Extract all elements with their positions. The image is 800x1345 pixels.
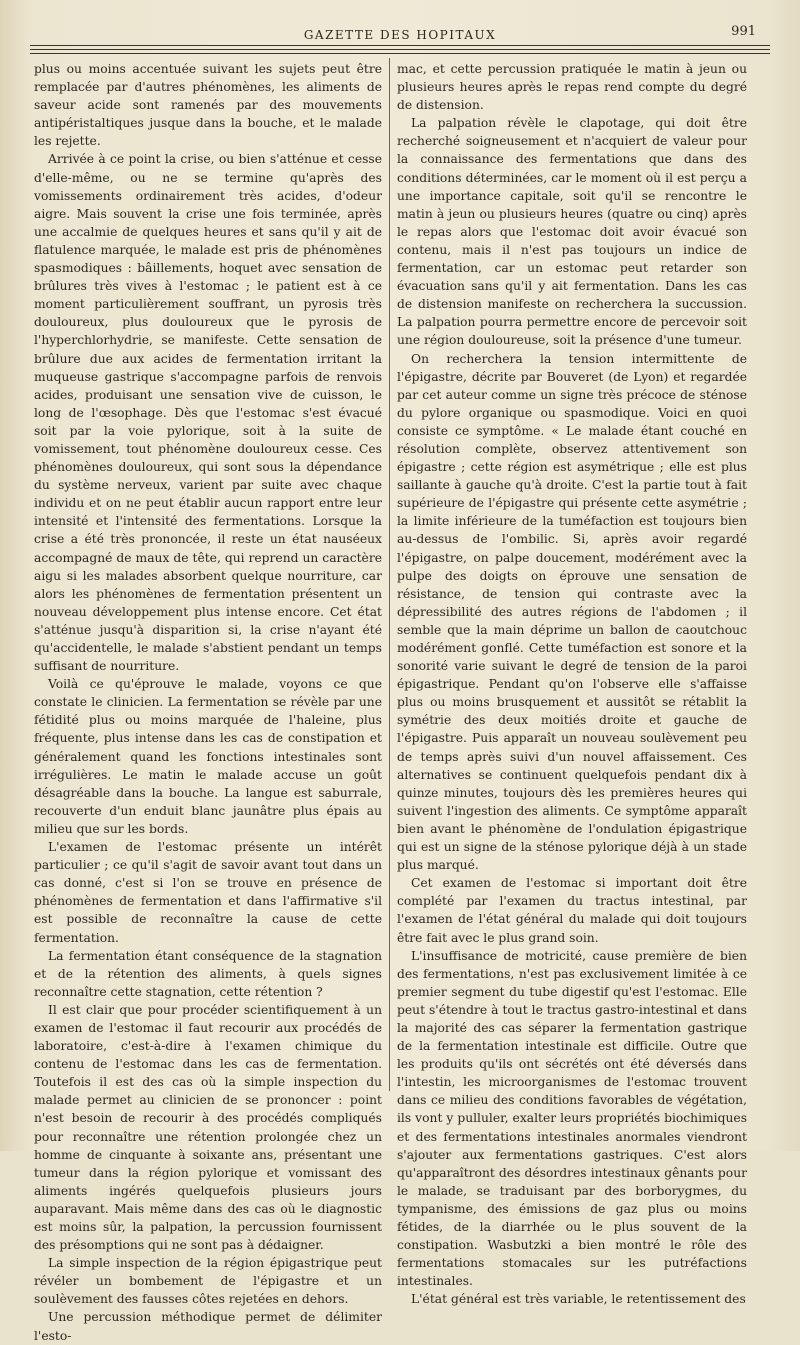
header-rule bbox=[30, 53, 770, 54]
paragraph: L'insuffisance de motricité, cause première de bien des fermentations, n'est pas exclusivement limitée à ce premier segment du tube digestif qu'est l'estomac. Elle peut s'étendre à tout le tractus gastro-intestinal et dans la majorité des cas séparer la fermentation gastrique de la fermentation intestinale est difficile. Outre que les produits qu'ils ont sécrétés ont été déversés dans l'intestin, les microorganismes de l'estomac trouvent dans ce milieu des conditions favorables de végétation, ils vont y pulluler, exalter leurs propriétés biochimiques et des fermentations intestinales anormales viendront s'ajouter aux fermentations gastriques. C'est alors qu'apparaîtront des désordres intestinaux gênants pour le malade, se traduisant par des borborygmes, du tympanisme, des émissions de gaz plus ou moins fétides, de la diarrhée ou le plus souvent de la constipation. Wasbutzki a bien montré le rôle des fermentations stomacales sur les putréfactions intestinales. bbox=[397, 948, 747, 1289]
publication-title: GAZETTE DES HOPITAUX bbox=[303, 28, 497, 42]
paragraph: plus ou moins accentuée suivant les sujets peut être remplacée par d'autres phénomènes, les aliments de saveur acide sont ramenés par des mouvements antipéristaltiques jusque dans la bouche, et le malade les rejette. bbox=[34, 62, 382, 149]
paragraph: La palpation révèle le clapotage, qui doit être recherché soigneusement et n'acquiert de valeur pour la connaissance des fermentations que dans des conditions déterminées, car le moment où il est perçu a une importance capitale, soit qu'il se rencontre le matin à jeun ou plusieurs heures (quatre ou cinq) après le repas alors que l'estomac doit avoir évacué son contenu, mais il n'est pas toujours un indice de fermentation, car un estomac peut retarder son évacuation sans qu'il y ait fermentation. Dans les cas de distension manifeste on recherchera la succussion. La palpation pourra permettre encore de percevoir soit une région douloureuse, soit la présence d'une tumeur. bbox=[397, 116, 747, 348]
right-column bbox=[397, 60, 747, 1308]
page-number: 991 bbox=[731, 24, 756, 39]
paragraph: Il est clair que pour procéder scientifiquement à un examen de l'estomac il faut recourir aux procédés de laboratoire, c'est-à-dire à l'examen chimique du contenu de l'estomac dans les cas de fermentation. Toutefois il est des cas où la simple inspection du malade permet au clinicien de se prononcer : point n'est besoin de recourir à des procédés compliqués pour reconnaître une rétention prolongée chez un homme de cinquante à soixante ans, présentant une tumeur dans la région pylorique et vomissant des aliments ingérés quelquefois plusieurs jours auparavant. Mais même dans des cas où le diagnostic est moins sûr, la palpation, la percussion fournissent des présomptions qui ne sont pas à dédaigner. bbox=[34, 1002, 382, 1253]
header-rule bbox=[30, 49, 770, 50]
paragraph: Voilà ce qu'éprouve le malade, voyons ce que constate le clinicien. La fermentation se révèle par une fétidité plus ou moins marquée de l'haleine, plus fréquente, plus intense dans les cas de constipation et généralement quand les fonctions intestinales sont irrégulières. Le matin le malade accuse un goût désagréable dans la bouche. La langue est saburrale, recouverte d'un enduit blanc jaunâtre plus épais au milieu que sur les bords. bbox=[34, 677, 382, 836]
paragraph: On recherchera la tension intermittente de l'épigastre, décrite par Bouveret (de Lyon) et regardée par cet auteur comme un signe très précoce de sténose du pylore organique ou spasmodique. Voici en quoi consiste ce symptôme. « Le malade étant couché en résolution complète, observez attentivement son épigastre ; cette région est asymétrique ; elle est plus saillante à gauche qu'à droite. C'est la partie tout à fait supérieure de l'épigastre qui présente cette asymétrie ; la limite inférieure de la tuméfaction est toujours bien au-dessus de l'ombilic. Si, après avoir regardé l'épigastre, on palpe doucement, modérément avec la pulpe des doigts on éprouve une sensation de résistance, de tension qui contraste avec la dépressibilité des autres régions de l'abdomen ; il semble que la main déprime un ballon de caoutchouc modérément gonflé. Cette tuméfaction est sonore et la sonorité varie suivant le degré de tension de la paroi épigastrique. Pendant qu'on l'observe elle s'affaisse plus ou moins brusquement et aussitôt se rétablit la symétrie des deux moitiés droite et gauche de l'épigastre. Puis apparaît un nouveau soulèvement peu de temps après suivi d'un nouvel affaissement. Ces alternatives se continuent quelquefois pendant dix à quinze minutes, toujours dès les premières heures qui suivent l'ingestion des aliments. Ce symptôme apparaît bien avant le phénomène de l'ondulation épigastrique qui est un signe de la sténose pylorique déjà à un stade plus marqué. bbox=[397, 351, 747, 873]
left-column bbox=[34, 60, 382, 1345]
column-divider bbox=[389, 58, 390, 1091]
paragraph: Arrivée à ce point la crise, ou bien s'atténue et cesse d'elle-même, ou ne se termine qu'après des vomissements ordinairement très acides, d'odeur aigre. Mais souvent la crise une fois terminée, après une accalmie de quelques heures et sans qu'il y ait de flatulence marquée, le malade est pris de phénomènes spasmodiques : bâillements, hoquet avec sensation de brûlures très vives à l'estomac ; le patient est à ce moment particulièrement souffrant, un pyrosis très douloureux, plus douloureux que le pyrosis de l'hyperchlorhydrie, se manifeste. Cette sensation de brûlure due aux acides de fermentation irritant la muqueuse gastrique s'accompagne parfois de renvois acides, produisant une sensation vive de cuisson, le long de l'œsophage. Dès que l'estomac s'est évacué soit par la voie pylorique, soit à la suite de vomissement, tout phénomène douloureux cesse. Ces phénomènes douloureux, qui sont sous la dépendance du système nerveux, varient par suite avec chaque individu et on ne peut établir aucun rapport entre leur intensité et l'intensité des fermentations. Lorsque la crise a été très prononcée, il reste un état nauséeux accompagné de maux de tête, qui reprend un caractère aigu si les malades absorbent quelque nourriture, car alors les phénomènes de fermentation présentent un nouveau développement plus intense encore. Cet état s'atténue jusqu'à disparition si, la crise n'ayant été qu'accidentelle, le malade s'abstient pendant un temps suffisant de nourriture. bbox=[34, 152, 382, 674]
paragraph: mac, et cette percussion pratiquée le matin à jeun ou plusieurs heures après le repas rend compte du degré de distension. bbox=[397, 62, 747, 113]
header-rule bbox=[30, 45, 770, 46]
paragraph: Cet examen de l'estomac si important doit être complété par l'examen du tractus intestinal, par l'examen de l'état général du malade qui doit toujours être fait avec le plus grand soin. bbox=[397, 876, 747, 945]
paragraph: L'examen de l'estomac présente un intérêt particulier ; ce qu'il s'agit de savoir avant tout dans un cas donné, c'est si l'on se trouve en présence de phénomènes de fermentation et dans l'affirmative s'il est possible de reconnaître la cause de cette fermentation. bbox=[34, 840, 382, 945]
paragraph: La simple inspection de la région épigastrique peut révéler un bombement de l'épigastre et un soulèvement des fausses côtes rejetées en dehors. bbox=[34, 1256, 382, 1307]
paragraph: Une percussion méthodique permet de délimiter l'esto- bbox=[34, 1310, 382, 1343]
paragraph: La fermentation étant conséquence de la stagnation et de la rétention des aliments, à quels signes reconnaître cette stagnation, cette rétention ? bbox=[34, 948, 382, 999]
paragraph: L'état général est très variable, le retentissement des bbox=[411, 1292, 746, 1307]
